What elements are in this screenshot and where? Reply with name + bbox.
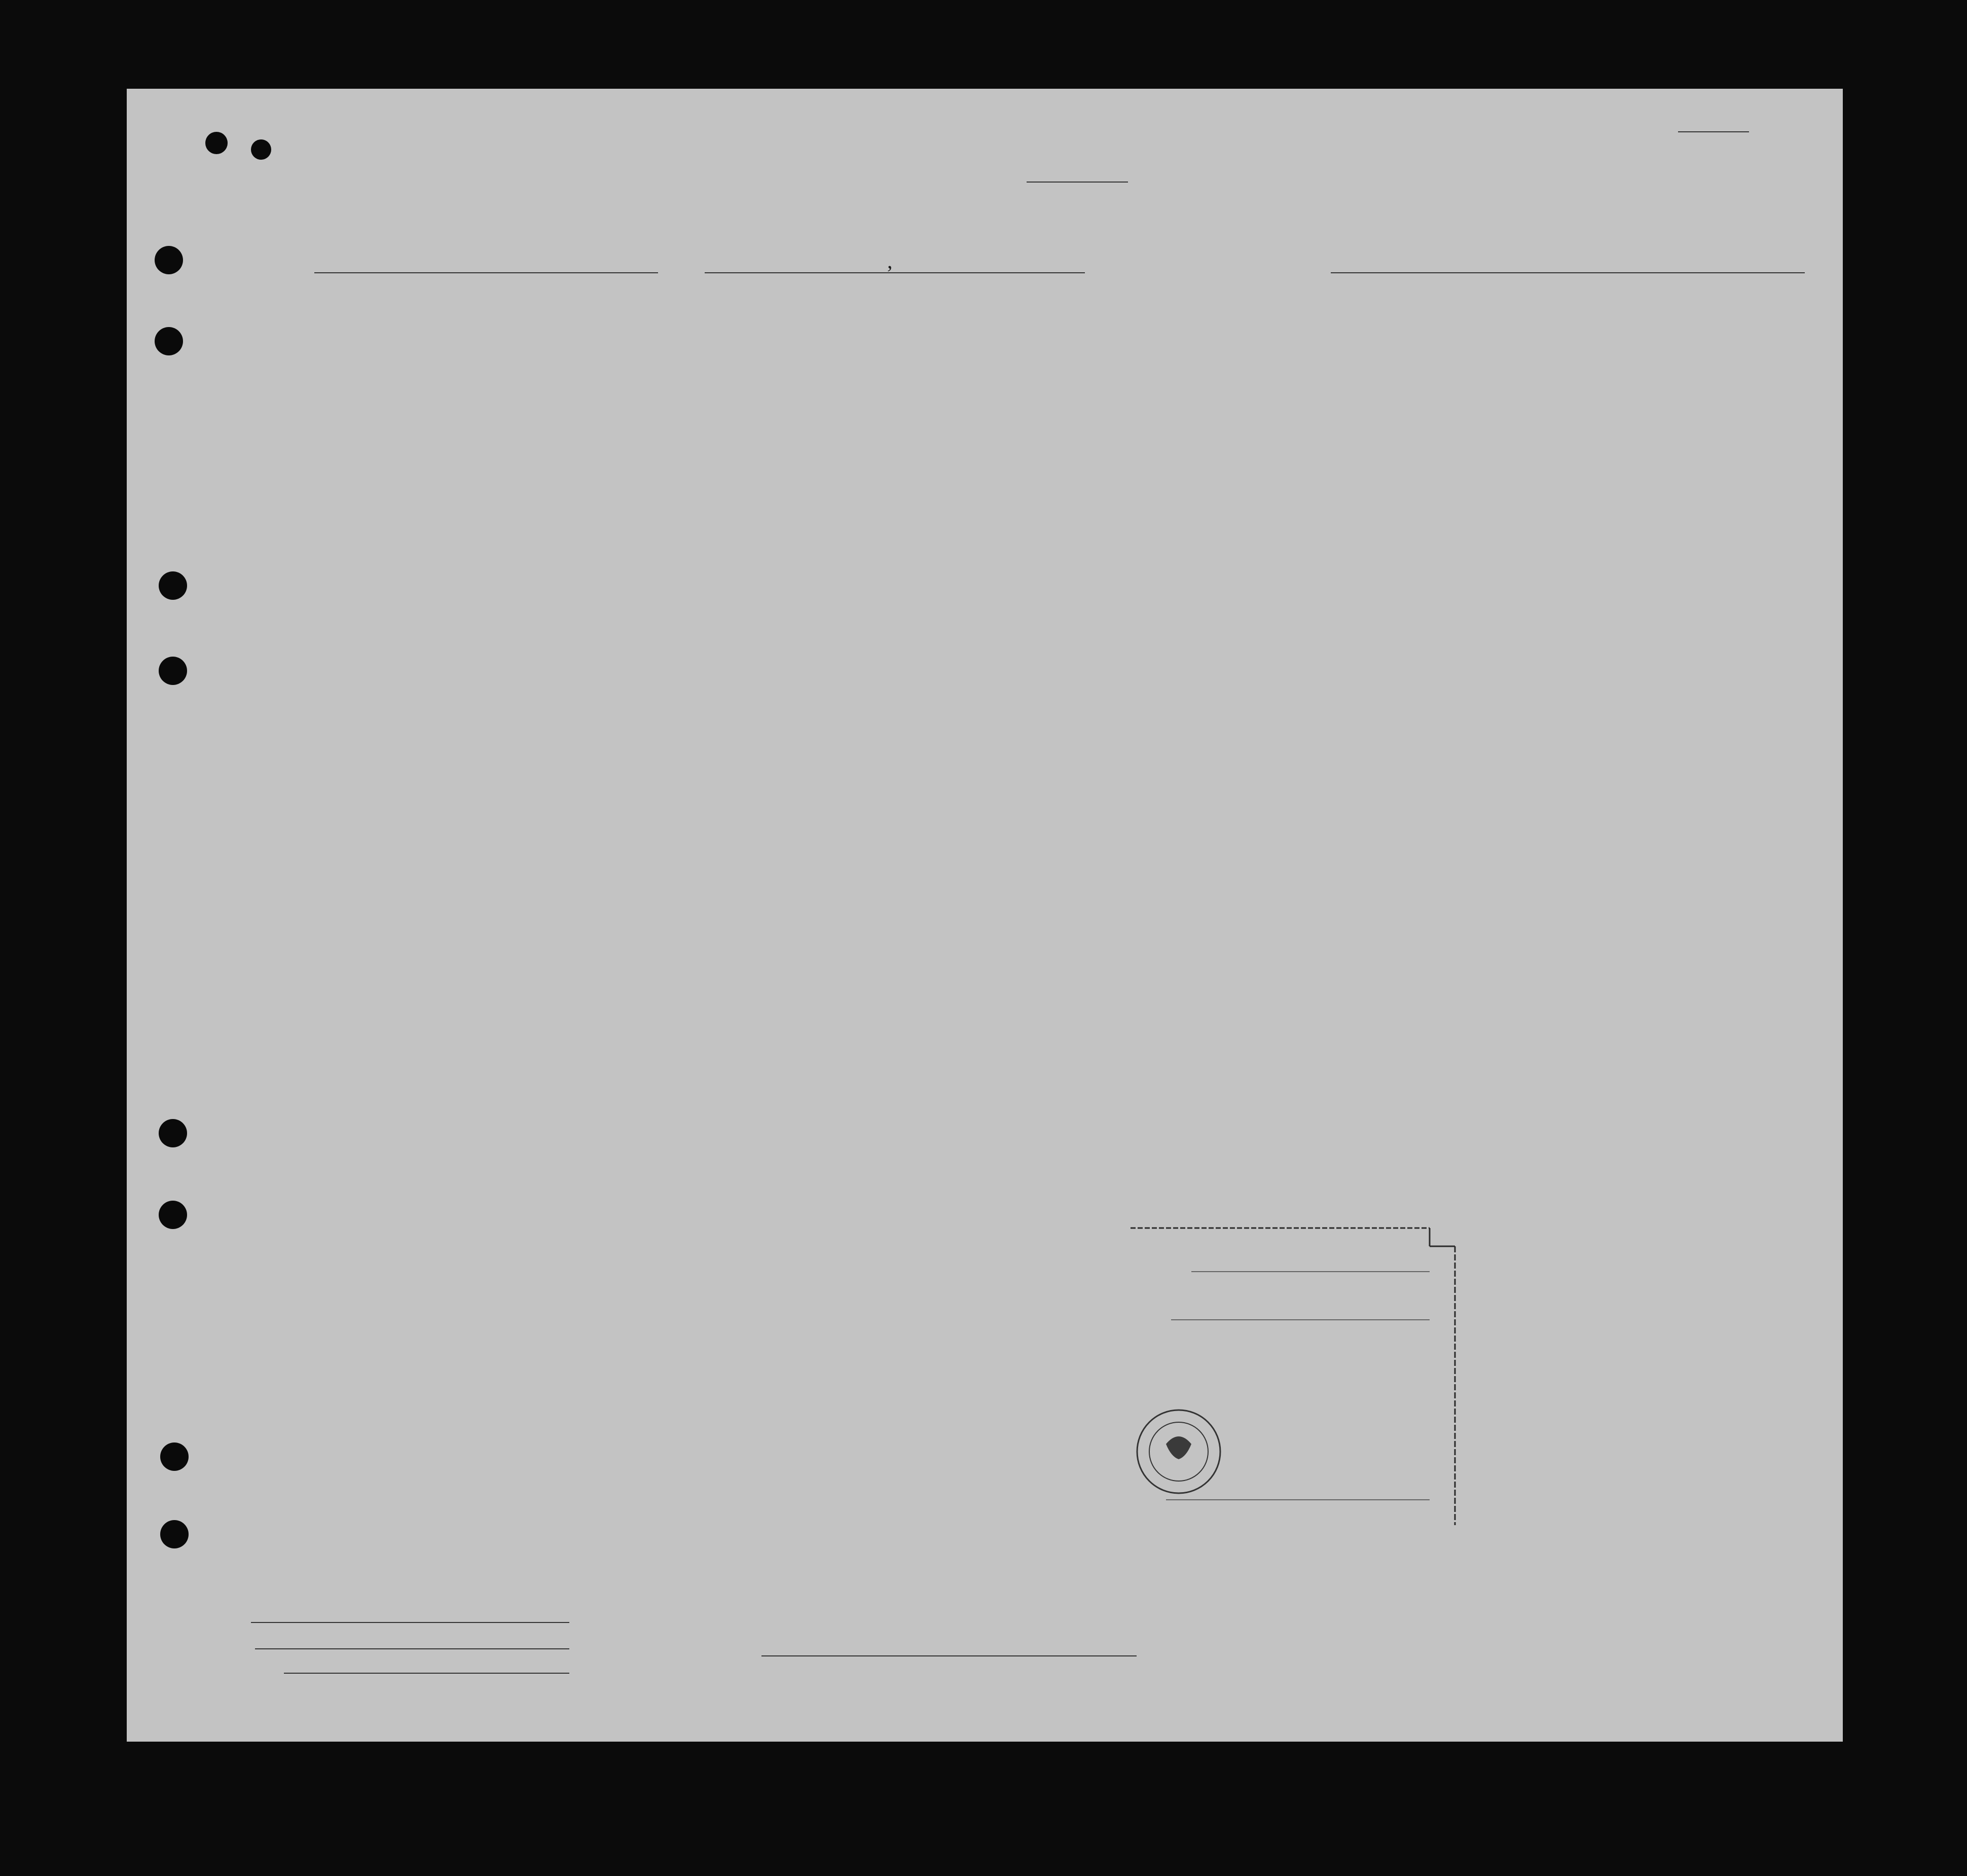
binder-hole-4 <box>159 657 187 685</box>
punch-mark-1 <box>205 132 228 154</box>
arrival-port-comma: , <box>887 250 893 273</box>
punch-mark-2 <box>251 139 271 160</box>
binder-hole-5 <box>159 1119 187 1147</box>
line-rule <box>251 1622 569 1623</box>
owners-rule <box>255 1648 569 1649</box>
consular-stamp <box>1131 1226 1458 1530</box>
inspector-rule <box>761 1655 1137 1656</box>
stamp-border <box>1131 1226 1458 1530</box>
binder-hole-6 <box>159 1201 187 1229</box>
binder-hole-7 <box>160 1442 189 1471</box>
manifest-sheet <box>127 89 1843 1742</box>
binder-hole-1 <box>155 246 183 274</box>
table-grid <box>127 89 1843 1742</box>
binder-hole-8 <box>160 1520 189 1548</box>
binder-hole-2 <box>155 327 183 355</box>
binder-hole-3 <box>159 571 187 600</box>
agents-rule <box>284 1673 569 1674</box>
